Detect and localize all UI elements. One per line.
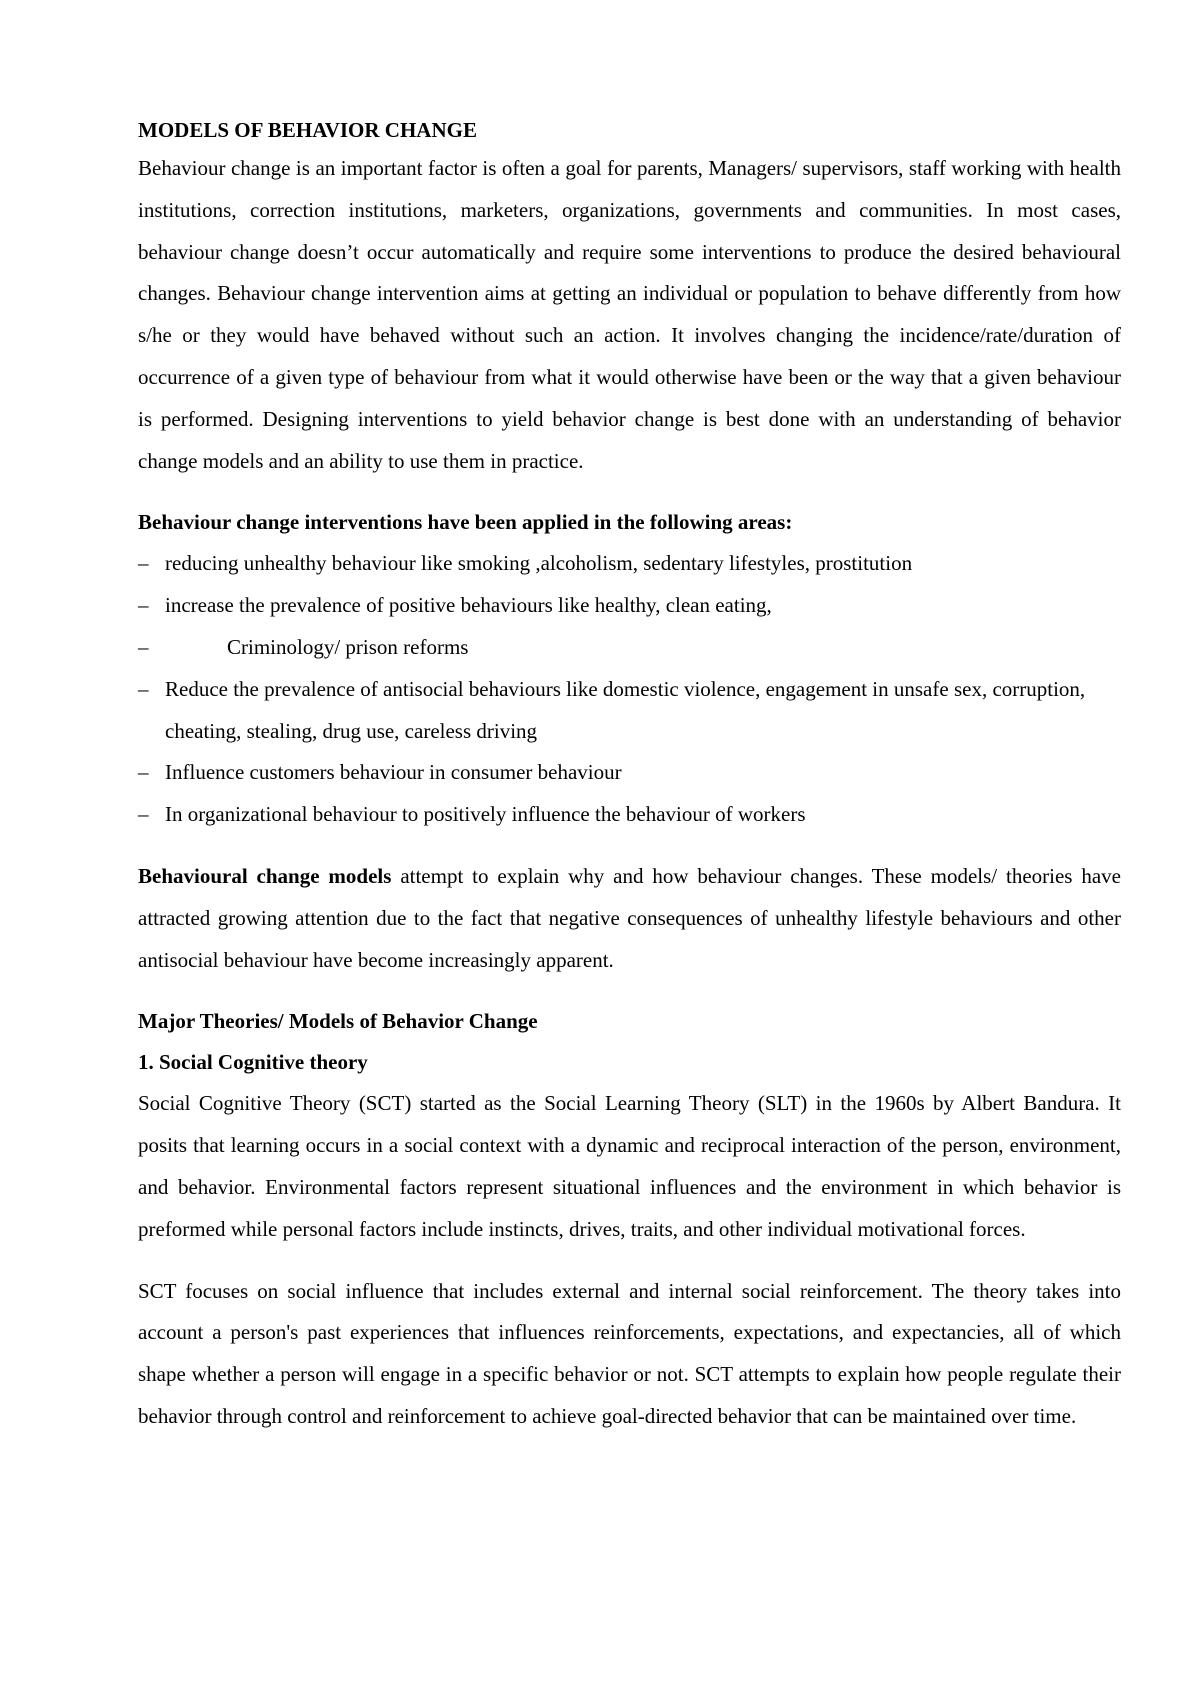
dash-bullet: – <box>138 760 149 785</box>
list-item-text: In organizational behaviour to positively influence the behaviour of workers <box>165 802 806 827</box>
list-item <box>138 543 1121 585</box>
models-paragraph-text: attempt to explain why and how behaviour changes. These models/ theories have attracted growing attention due to the fact that negative consequences of unhealthy lifestyle behaviours and other antisocial behaviour have become increasingly apparent. <box>138 863 1121 972</box>
areas-list <box>138 543 1121 836</box>
list-item <box>138 752 1121 794</box>
major-theories-heading: Major Theories/ Models of Behavior Change <box>138 1009 538 1034</box>
intro-paragraph: Behaviour change is an important factor is often a goal for parents, Managers/ supervisors, staff working with health institutions, correction institutions, marketers, organizations, governments and communities. In most cases, behaviour change doesn’t occur automatically and require some interventions to produce the desired behavioural changes. Behaviour change intervention aims at getting an individual or population to behave differently from how s/he or they would have behaved without such an action. It involves changing the incidence/rate/duration of occurrence of a given type of behaviour from what it would otherwise have been or the way that a given behaviour is performed. Designing interventions to yield behavior change is best done with an understanding of behavior change models and an ability to use them in practice. <box>138 156 1121 473</box>
areas-heading: Behaviour change interventions have been applied in the following areas: <box>138 510 793 535</box>
list-item-text: Reduce the prevalence of antisocial behaviours like domestic violence, engagement in unsafe sex, corruption, cheating, stealing, drug use, careless driving <box>165 676 1086 743</box>
spacer <box>138 836 1121 856</box>
dash-bullet: – <box>138 676 149 701</box>
list-item-text: reducing unhealthy behaviour like smoking ,alcoholism, sedentary lifestyles, prostitution <box>165 551 913 576</box>
dash-bullet: – <box>138 551 149 576</box>
document-page <box>138 112 1121 1438</box>
sct-paragraph-1: Social Cognitive Theory (SCT) started as the Social Learning Theory (SLT) in the 1960s by Albert Bandura. It posits that learning occurs in a social context with a dynamic and reciprocal interaction of the person, environment, and behavior. Environmental factors represent situational influences and the environment in which behavior is preformed while personal factors include instincts, drives, traits, and other individual motivational forces. <box>138 1091 1121 1241</box>
spacer <box>138 1251 1121 1271</box>
dash-bullet: – <box>138 634 149 659</box>
dash-bullet: – <box>138 802 149 827</box>
models-paragraph <box>138 856 1121 981</box>
sct-heading: 1. Social Cognitive theory <box>138 1050 368 1075</box>
spacer <box>138 981 1121 1001</box>
dash-bullet: – <box>138 593 149 618</box>
list-item <box>138 627 1121 669</box>
sct-paragraph-2: SCT focuses on social influence that includes external and internal social reinforcement. The theory takes into account a person's past experiences that influences reinforcements, expectations, and expectancies, all of which shape whether a person will engage in a specific behavior or not. SCT attempts to explain how people regulate their behavior through control and reinforcement to achieve goal-directed behavior that can be maintained over time. <box>138 1278 1121 1428</box>
list-item <box>138 669 1121 753</box>
list-item-text: increase the prevalence of positive behaviours like healthy, clean eating, <box>165 593 772 618</box>
document-title: MODELS OF BEHAVIOR CHANGE <box>138 118 477 142</box>
list-item-text: Criminology/ prison reforms <box>227 634 469 659</box>
models-lead-term: Behavioural change models <box>138 863 392 888</box>
spacer <box>138 482 1121 502</box>
list-item <box>138 585 1121 627</box>
list-item <box>138 794 1121 836</box>
list-item-text: Influence customers behaviour in consumer behaviour <box>165 760 622 785</box>
